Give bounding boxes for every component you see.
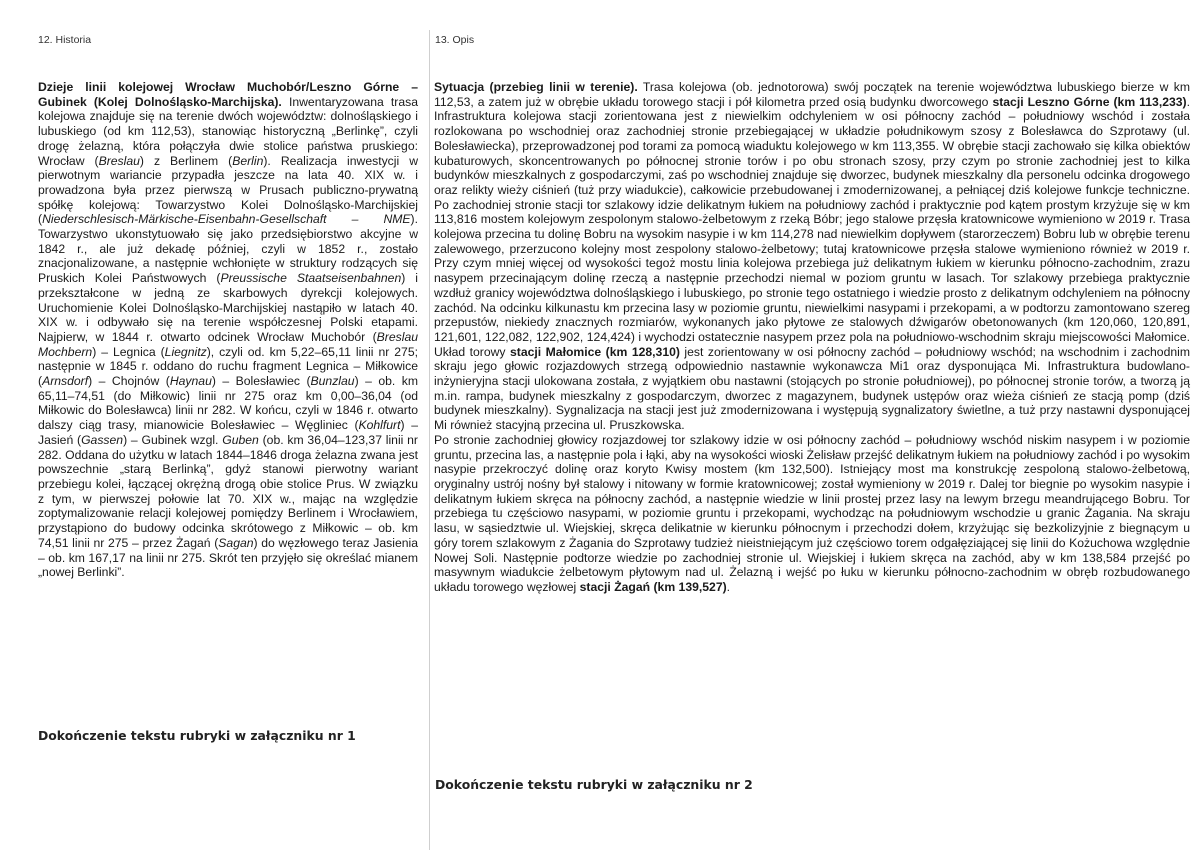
text-run: (ob. km 36,04–123,37 linii nr 282. Oddana do użytku w latach 1844–1846 droga żelazna zwana jest powszechnie „starą Berlinką”, gdyż stanowi pierwotny wariant przebiegu kolei, łączącej okrężną drogą obie stolice Prus. W związku z tym, w pierwszej połowie lat 70. XIX w., mając na względzie zoptymalizowanie relacji kolejowej pomiędzy Berlinem i Wrocławiem, przystąpiono do budowy odcinka skrótowego z Miłkowic – ob. km 74,51 linii nr 275 – przez Żagań (: [38, 432, 418, 550]
history-column: [38, 80, 418, 580]
italic-text: Niederschlesisch-Märkische-Eisenbahn-Gesellschaft – NME: [42, 212, 411, 227]
text-run: ) – Bolesławiec (: [211, 374, 311, 389]
text-run: ) – ob. km 65,11–74,51 (do Miłkowic) linii nr 275 oraz km 0,00–36,04 (od Miłkowic do Bolesławca) linii nr 282. W końcu, czyli w 1846 r. otwarto dalszy ciąg trasy, mianowicie Bolesławiec – Węgliniec (: [38, 374, 418, 433]
italic-text: Breslau Mochbern: [38, 329, 418, 359]
text-run: Po stronie zachodniej głowicy rozjazdowej tor szlakowy idzie w osi północny zachód – południowy wschód niskim nasypem i w poziomie gruntu, przecina las, a następnie pola i łąki, aby na wysokości wioski Żelisław przejść delikatnym łukiem na południowy zachód i po wysokim nasypie przekroczyć dolinę oraz koryto Kwisy mostem (km 132,500). Istniejący most ma konstrukcję zespoloną stalowo-żelbetową, oryginalny ustrój nośny był stalowy i nitowany w formie kratownicowej; został wymieniony w 2019 r. Dalej tor biegnie po wysokim nasypie i delikatnym łukiem skręca na północny zachód, a następnie wiedzie w linii prostej przez lasy na lewym brzegu meandrującego Bobru. Tor przebiega tu częściowo nasypami, w poziomie gruntu i przekopami, wychodząc na południowym wschodzie u granic Żagania. Na skraju lasu, w sąsiedztwie ul. Wiejskiej, skręca delikatnie w kierunku północnym i przechodzi dołem, krzyżując się bezkolizyjnie z biegnącym u góry torem szlakowym z Żagania do Szprotawy tudzież nieistniejącym już częściowo torem odgałęziającej się linii do Kożuchowa względnie Nowej Soli. Następnie podtorze wiedzie po zachodniej stronie ul. Wiejskiej i łukiem skręca na zachód, aby w km 138,584 przejść po masywnym wiadukcie żelbetowym płytowym nad ul. Żelazną i wejść po łuku w kierunku północno-zachodnim w obręb rozbudowanego układu torowego węzłowej: [434, 432, 1190, 594]
italic-text: Arnsdorf: [42, 374, 89, 389]
text-run: Inwentaryzowana trasa kolejowa znajduje się na terenie dwóch województw: dolnośląskiego i lubuskiego (od km 112,53), stanowiąc historyczną „Berlinkę”, czyli drogę żelazną, która połączyła dwie stolice państwa pruskiego: Wrocław (: [38, 94, 419, 168]
text-run: ). Realizacja inwestycji w pierwotnym wariancie przypadła jeszcze na lata 40. XIX w. i prowadzona była przez pierwszą w Prusach publiczno-prywatną spółkę kolejową: Towarzystwo Kolei Dolnośląsko-Marchijskiej (: [38, 153, 418, 227]
section-label-description: 13. Opis: [435, 34, 475, 46]
text-run: ) i przekształcone w jedną ze skarbowych dyrekcji kolejowych. Uruchomienie Kolei Dolnośląsko-Marchijskiej nastąpiło w latach 40. XIX w. i odbywało się na terenie współczesnej Polski etapami. Najpierw, w 1844 r. otwarto odcinek Wrocław Muchobór (: [38, 271, 419, 344]
text-run: ), czyli od. km 5,22–65,11 linii nr 275; następnie w 1845 r. oddano do ruchu fragment Legnica – Miłkowice (: [38, 344, 418, 389]
history-heading: Dzieje linii kolejowej Wrocław Muchobór/Leszno Górne – Gubinek (Kolej Dolnośląsko-Marchijska).: [38, 80, 418, 109]
text-run: . Infrastruktura kolejowa stacji zorientowana jest z niewielkim odchyleniem w osi północny zachód – południowy wschód i została rozlokowana po wschodniej oraz zachodniej stronie przebiegającej w układzie południkowym szosy z Bolesławca do Szprotawy (ul. Bolesławiecka), przeprowadzonej pod torami za pomocą wiaduktu kolejowego w km 113,355. W obrębie stacji zachowało się kilka obiektów kubaturowych, skoncentrowanych po północnej stronie torów i po obu stronach szosy, przy czym po stronie zachodniej jest to kilka budynków mieszkalnych z gospodarczymi, zaś po wschodniej znajduje się dworzec, budynek mieszkalny dla personelu odcinka drogowego oraz relikty wieży ciśnień (tuż przy wiadukcie), całkowicie przebudowanej i zmodernizowanej, a pełniącej dziś kolejowe funkcje techniczne. Po zachodniej stronie stacji tor szlakowy idzie delikatnym łukiem na południowy zachód i praktycznie pod kątem prostym krzyżuje się w km 113,816 mostem kolejowym zespolonym stalowo-żelbetowym z rzeką Bóbr; jego stalowe przęsła kratownicowe wymieniono w 2019 r. Trasa kolejowa przecina tu dolinę Bobru na wysokim nasypie i w km 114,278 nad niewielkim dopływem (starorzeczem) Bobru lub w obrębie terenu zalewowego, przerzucono kolejny most zespolony stalowo-żelbetowy; tutaj kratownicowe przęsła stalowe wymieniono również w 2019 r. Przy czym mniej więcej od wysokości tegoż mostu linia kolejowa przebiega już delikatnym łukiem w kierunku północno-zachodnim, zrazu nasypem przecinającym dolinę rzeczą a następnie przechodzi niemal w poziom gruntu w lasach. Tor szlakowy przebiega praktycznie wzdłuż granicy województwa dolnośląskiego i lubuskiego, po stronie tego ostatniego i wiedzie prosto z delikatnym odchyleniem na północny zachód. Na odcinku kilkunastu km przecina lasy w poziomie gruntu, niewielkimi nasypami i przekopami, a w podtorzu zamontowano szereg przepustów, niekiedy znacznych rozmiarów, wykonanych jako płytowe ze stalowych dźwigarów obetonowanych (km 120,060, 120,891, 121,601, 122,082, 122,902, 124,424) i wychodzi ostatecznie nasypem przez pola na południowo-wschodnim skraju miejscowości Małomice. Układ torowy: [434, 94, 1191, 359]
italic-text: Berlin: [232, 153, 264, 168]
text-run: ). Towarzystwo ukonstytuowało się jako przedsiębiorstwo akcyjne w 1842 r., ale już dekadę później, czyli w 1852 r., zostało znacjonalizowane, a następnie wchłonięte w struktury rodzących się Pruskich Kolei Państwowych (: [38, 212, 418, 286]
bold-text: stacji Leszno Górne (km 113,233): [992, 94, 1187, 109]
description-column: [434, 80, 1190, 595]
italic-text: Kohlfurt: [358, 418, 401, 433]
bold-text: Sytuacja (przebieg linii w terenie).: [434, 80, 638, 94]
italic-text: Guben: [222, 432, 259, 447]
italic-text: Sagan: [218, 535, 254, 550]
italic-text: Liegnitz: [164, 344, 207, 359]
text-run: jest zorientowany w osi północny zachód – południowy wschód; na wschodnim i zachodnim skraju jego głowic rozjazdowych strzegą odpowiednio nastawnie wykonawcza Mi1 oraz dysponująca Mi. Infrastruktura budowlano-inżynieryjna stacji ulokowana została, z wyjątkiem obu nastawni (stojących po stronie południowej), po północnej stronie torów, a tworzą ją m.in. rampa, budynek mieszkalny z gospodarczym, dworzec z magazynem, budynek ustępów oraz wieża ciśnień ze stacją pomp (dziś budynek mieszkalny). Sygnalizacja na stacji jest już zmodernizowana i występują sygnalizatory świetlne, a tuż przy nastawni dysponującej Mi również stacyjną przecina ul. Pruszkowska.: [434, 344, 1190, 433]
section-label-history: 12. Historia: [38, 34, 92, 46]
closing-note-history: Dokończenie tekstu rubryki w załączniku nr 1: [38, 728, 356, 743]
history-body: [38, 95, 418, 580]
text-run: ) – Chojnów (: [88, 374, 170, 389]
description-body: [434, 80, 1190, 595]
text-run: ) – Gubinek wzgl.: [123, 432, 223, 447]
bold-text: stacji Żagań (km 139,527): [579, 579, 727, 594]
italic-text: Preussische Staatseisenbahnen: [220, 271, 402, 286]
text-run: .: [726, 579, 731, 594]
bold-text: stacji Małomice (km 128,310): [510, 344, 680, 359]
italic-text: Bunzlau: [310, 374, 355, 389]
italic-text: Breslau: [98, 153, 140, 168]
italic-text: Haynau: [169, 374, 212, 389]
text-run: ) – Legnica (: [92, 344, 165, 359]
closing-note-description: Dokończenie tekstu rubryki w załączniku nr 2: [435, 777, 753, 792]
text-run: Trasa kolejowa (ob. jednotorowa) swój początek na terenie województwa lubuskiego bierze w km 112,53, a zatem już w obrębie układu torowego stacji i pół kilometra przed osią budynku dworcowego: [434, 80, 1191, 109]
text-run: ) z Berlinem (: [139, 153, 233, 168]
text-run: ) do węzłowego teraz Jasienia – ob. km 167,17 na linii nr 275. Skrót ten przyjęło się określać mianem „nowej Berlinki”.: [38, 535, 418, 580]
italic-text: Gassen: [81, 432, 124, 447]
column-divider: [429, 30, 430, 850]
history-text: [38, 80, 418, 580]
text-run: ) – Jasień (: [38, 418, 418, 447]
